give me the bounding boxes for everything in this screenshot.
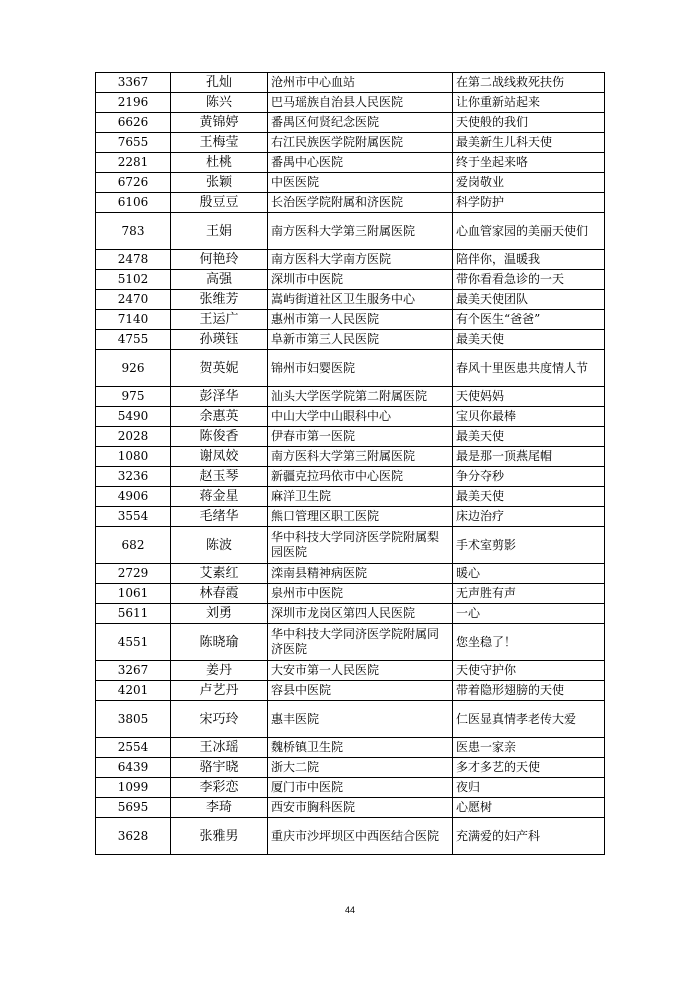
entry-title-cell: 最美天使 [453,330,605,350]
entry-hospital-cell: 惠州市第一人民医院 [268,310,453,330]
entry-id-cell: 4906 [96,487,171,507]
table-row [96,427,605,447]
entry-name-cell: 孙瑛钰 [171,330,268,350]
entry-id-cell: 1080 [96,447,171,467]
entry-hospital-cell: 深圳市中医院 [268,270,453,290]
entry-hospital-cell: 深圳市龙岗区第四人民医院 [268,604,453,624]
entry-title-cell: 心愿树 [453,798,605,818]
table-row [96,387,605,407]
entry-id-cell: 4551 [96,624,171,661]
entry-title-cell: 床边治疗 [453,507,605,527]
entry-hospital-cell: 右江民族医学院附属医院 [268,133,453,153]
entry-title-cell: 最美天使团队 [453,290,605,310]
entry-name-cell: 陈俊香 [171,427,268,447]
table-row [96,193,605,213]
entry-hospital-cell: 中山大学中山眼科中心 [268,407,453,427]
entry-name-cell: 何艳玲 [171,250,268,270]
entry-id-cell: 783 [96,213,171,250]
entry-hospital-cell: 麻洋卫生院 [268,487,453,507]
entry-id-cell: 6626 [96,113,171,133]
entry-title-cell: 争分夺秒 [453,467,605,487]
entry-hospital-cell: 重庆市沙坪坝区中西医结合医院 [268,818,453,855]
entry-title-cell: 多才多艺的天使 [453,758,605,778]
entry-id-cell: 2478 [96,250,171,270]
entry-name-cell: 黄锦婷 [171,113,268,133]
entry-id-cell: 5695 [96,798,171,818]
entry-id-cell: 4755 [96,330,171,350]
entry-name-cell: 毛绪华 [171,507,268,527]
entry-hospital-cell: 巴马瑶族自治县人民医院 [268,93,453,113]
entry-name-cell: 余惠英 [171,407,268,427]
entry-title-cell: 天使守护你 [453,661,605,681]
entry-id-cell: 2554 [96,738,171,758]
entry-name-cell: 卢艺丹 [171,681,268,701]
entry-name-cell: 王冰瑶 [171,738,268,758]
entry-hospital-cell: 容县中医院 [268,681,453,701]
table-row [96,467,605,487]
entry-title-cell: 天使般的我们 [453,113,605,133]
entry-title-cell: 最美新生儿科天使 [453,133,605,153]
page-number: 44 [344,905,355,915]
entry-hospital-cell: 南方医科大学第三附属医院 [268,213,453,250]
entry-id-cell: 6439 [96,758,171,778]
entry-id-cell: 3367 [96,73,171,93]
entry-title-cell: 有个医生“爸爸” [453,310,605,330]
entry-id-cell: 4201 [96,681,171,701]
entry-title-cell: 您坐稳了！ [453,624,605,661]
entry-title-cell: 宝贝你最棒 [453,407,605,427]
entry-name-cell: 宋巧玲 [171,701,268,738]
entry-title-cell: 暖心 [453,564,605,584]
entries-table-body [96,73,605,855]
table-row [96,173,605,193]
entry-hospital-cell: 滦南县精神病医院 [268,564,453,584]
entry-id-cell: 3628 [96,818,171,855]
entry-hospital-cell: 南方医科大学南方医院 [268,250,453,270]
table-row [96,407,605,427]
entry-hospital-cell: 锦州市妇婴医院 [268,350,453,387]
entry-id-cell: 6726 [96,173,171,193]
table-row [96,738,605,758]
entry-title-cell: 最美天使 [453,427,605,447]
entry-id-cell: 975 [96,387,171,407]
entry-id-cell: 7655 [96,133,171,153]
entry-name-cell: 艾素红 [171,564,268,584]
entry-name-cell: 王娟 [171,213,268,250]
table-row [96,113,605,133]
entry-hospital-cell: 熊口管理区职工医院 [268,507,453,527]
entry-id-cell: 2470 [96,290,171,310]
table-row [96,73,605,93]
entry-id-cell: 2028 [96,427,171,447]
entry-name-cell: 赵玉琴 [171,467,268,487]
entry-name-cell: 李琦 [171,798,268,818]
entry-name-cell: 孔灿 [171,73,268,93]
entry-name-cell: 谢凤姣 [171,447,268,467]
entry-id-cell: 2196 [96,93,171,113]
table-row [96,584,605,604]
entry-name-cell: 姜丹 [171,661,268,681]
entries-table [95,72,605,855]
entry-name-cell: 王梅莹 [171,133,268,153]
table-row [96,701,605,738]
entry-title-cell: 心血管家园的美丽天使们 [453,213,605,250]
entry-hospital-cell: 惠丰医院 [268,701,453,738]
entry-name-cell: 高强 [171,270,268,290]
entry-id-cell: 682 [96,527,171,564]
entry-hospital-cell: 西安市胸科医院 [268,798,453,818]
table-row [96,133,605,153]
entry-name-cell: 贺英妮 [171,350,268,387]
entry-title-cell: 仁医显真情孝老传大爱 [453,701,605,738]
entry-hospital-cell: 浙大二院 [268,758,453,778]
table-row [96,487,605,507]
entry-hospital-cell: 嵩屿街道社区卫生服务中心 [268,290,453,310]
entry-id-cell: 5611 [96,604,171,624]
entry-name-cell: 张维芳 [171,290,268,310]
table-row [96,758,605,778]
table-row [96,661,605,681]
entry-title-cell: 充满爱的妇产科 [453,818,605,855]
entry-title-cell: 医患一家亲 [453,738,605,758]
table-row [96,93,605,113]
entry-name-cell: 陈晓瑜 [171,624,268,661]
entry-id-cell: 5102 [96,270,171,290]
table-row [96,604,605,624]
table-row [96,564,605,584]
table-row [96,507,605,527]
entry-hospital-cell: 魏桥镇卫生院 [268,738,453,758]
entry-hospital-cell: 沧州市中心血站 [268,73,453,93]
entry-title-cell: 爱岗敬业 [453,173,605,193]
entry-title-cell: 最是那一顶燕尾帽 [453,447,605,467]
table-row [96,310,605,330]
entry-hospital-cell: 大安市第一人民医院 [268,661,453,681]
table-row [96,290,605,310]
entry-name-cell: 杜桃 [171,153,268,173]
table-row [96,798,605,818]
entry-title-cell: 在第二战线救死扶伤 [453,73,605,93]
entry-hospital-cell: 长治医学院附属和济医院 [268,193,453,213]
entry-hospital-cell: 伊春市第一医院 [268,427,453,447]
entry-name-cell: 殷豆豆 [171,193,268,213]
entry-hospital-cell: 南方医科大学第三附属医院 [268,447,453,467]
entry-title-cell: 终于坐起来咯 [453,153,605,173]
entry-title-cell: 春风十里医患共度情人节 [453,350,605,387]
entry-hospital-cell: 中医医院 [268,173,453,193]
entry-name-cell: 李彩恋 [171,778,268,798]
table-row [96,250,605,270]
entry-name-cell: 彭泽华 [171,387,268,407]
table-row [96,681,605,701]
entry-id-cell: 2729 [96,564,171,584]
entry-title-cell: 手术室剪影 [453,527,605,564]
entry-hospital-cell: 泉州市中医院 [268,584,453,604]
entry-title-cell: 最美天使 [453,487,605,507]
entry-hospital-cell: 阜新市第三人民医院 [268,330,453,350]
entry-id-cell: 6106 [96,193,171,213]
entry-id-cell: 3236 [96,467,171,487]
entry-id-cell: 1099 [96,778,171,798]
table-row [96,153,605,173]
table-row [96,624,605,661]
entry-name-cell: 陈波 [171,527,268,564]
entry-id-cell: 5490 [96,407,171,427]
entry-id-cell: 926 [96,350,171,387]
entry-hospital-cell: 华中科技大学同济医学院附属梨园医院 [268,527,453,564]
entry-title-cell: 带你看看急诊的一天 [453,270,605,290]
entry-name-cell: 陈兴 [171,93,268,113]
entry-id-cell: 1061 [96,584,171,604]
entry-title-cell: 带着隐形翅膀的天使 [453,681,605,701]
entry-id-cell: 3554 [96,507,171,527]
entry-name-cell: 刘勇 [171,604,268,624]
entry-hospital-cell: 厦门市中医院 [268,778,453,798]
entry-hospital-cell: 番禺中心医院 [268,153,453,173]
entry-hospital-cell: 番禺区何贤纪念医院 [268,113,453,133]
entry-id-cell: 7140 [96,310,171,330]
entry-name-cell: 林春霞 [171,584,268,604]
entry-hospital-cell: 华中科技大学同济医学院附属同济医院 [268,624,453,661]
entry-title-cell: 一心 [453,604,605,624]
table-row [96,213,605,250]
entry-name-cell: 骆宇晓 [171,758,268,778]
entry-id-cell: 2281 [96,153,171,173]
entry-hospital-cell: 汕头大学医学院第二附属医院 [268,387,453,407]
entry-title-cell: 让你重新站起来 [453,93,605,113]
entry-title-cell: 天使妈妈 [453,387,605,407]
entry-title-cell: 无声胜有声 [453,584,605,604]
entry-title-cell: 夜归 [453,778,605,798]
entry-name-cell: 王运广 [171,310,268,330]
entry-title-cell: 陪伴你，温暖我 [453,250,605,270]
entry-id-cell: 3267 [96,661,171,681]
table-row [96,330,605,350]
entry-id-cell: 3805 [96,701,171,738]
table-row [96,527,605,564]
entry-hospital-cell: 新疆克拉玛依市中心医院 [268,467,453,487]
table-row [96,818,605,855]
table-row [96,447,605,467]
table-row [96,350,605,387]
entry-name-cell: 张雅男 [171,818,268,855]
table-row [96,778,605,798]
entry-name-cell: 蒋金星 [171,487,268,507]
entry-name-cell: 张颖 [171,173,268,193]
entry-title-cell: 科学防护 [453,193,605,213]
table-row [96,270,605,290]
